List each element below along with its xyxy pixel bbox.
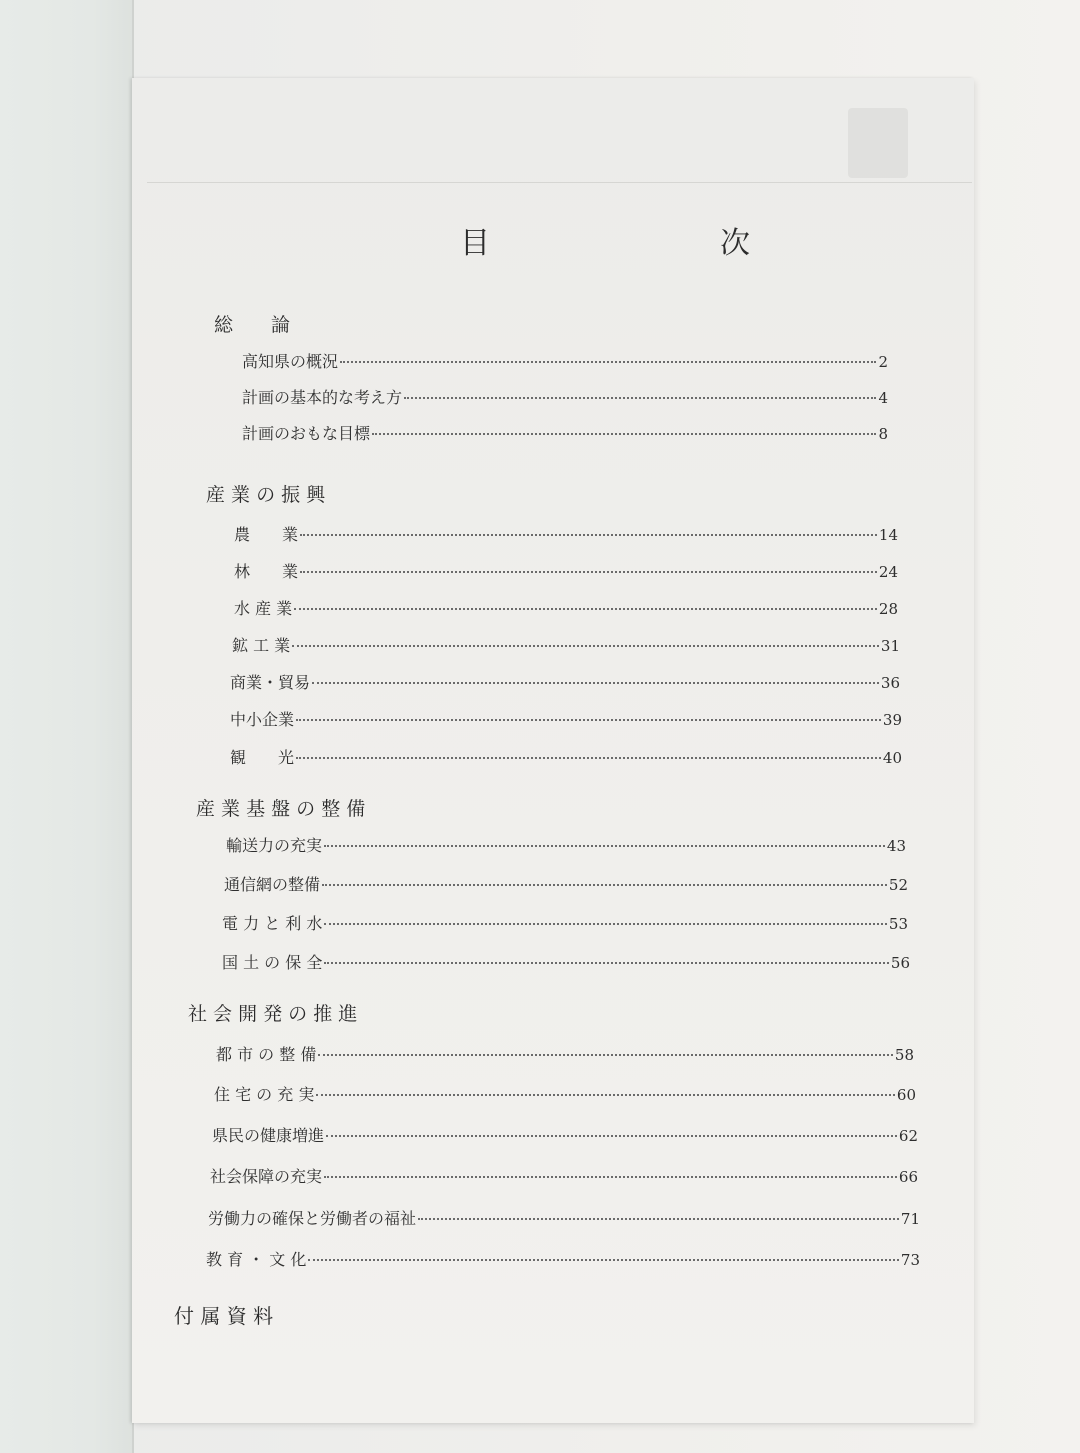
- toc-entry-label: 観 光: [230, 748, 295, 767]
- toc-entry-label: 電 力 と 利 水: [222, 914, 323, 933]
- toc-entry-label: 輸送力の充実: [226, 836, 323, 855]
- toc-entry-page: 71: [900, 1210, 920, 1228]
- toc-entry-page: 14: [878, 526, 898, 544]
- toc-entry[interactable]: [226, 833, 906, 856]
- toc-entry-page: 58: [894, 1046, 914, 1064]
- leader-dots: [324, 962, 889, 964]
- toc-entry[interactable]: [230, 745, 902, 768]
- toc-entry-page: 40: [882, 749, 902, 767]
- toc-entry-page: 39: [882, 711, 902, 729]
- toc-entry-label: 水 産 業: [234, 599, 293, 618]
- toc-entry[interactable]: [214, 1082, 916, 1105]
- toc-entry-page: 52: [888, 876, 908, 894]
- toc-entry-page: 60: [896, 1086, 916, 1104]
- leader-dots: [312, 682, 879, 684]
- toc-entry-label: 計画のおもな目標: [242, 424, 371, 443]
- toc-entry[interactable]: [234, 559, 898, 582]
- toc-entry-label: 国 土 の 保 全: [222, 953, 323, 972]
- leader-dots: [292, 645, 879, 647]
- toc-entry[interactable]: [222, 911, 908, 934]
- toc-entry[interactable]: [212, 1123, 918, 1146]
- leader-dots: [372, 433, 876, 435]
- toc-entry-label: 鉱 工 業: [232, 636, 291, 655]
- toc-entry-page: 73: [900, 1251, 920, 1269]
- toc-entry[interactable]: [232, 633, 900, 656]
- toc-entry[interactable]: [222, 950, 910, 973]
- leader-dots: [324, 1176, 897, 1178]
- leader-dots: [326, 1135, 897, 1137]
- leader-dots: [316, 1094, 895, 1096]
- toc-title: 目 次: [460, 226, 850, 261]
- toc-entry[interactable]: [206, 1247, 920, 1270]
- toc-entry[interactable]: [234, 596, 898, 619]
- toc-entry-label: 農 業: [234, 525, 299, 544]
- toc-entry-page: 28: [878, 600, 898, 618]
- leader-dots: [308, 1259, 899, 1261]
- toc-entry-label: 通信網の整備: [224, 875, 321, 894]
- toc-entry-page: 8: [878, 425, 888, 443]
- leader-dots: [404, 397, 876, 399]
- toc-entry-page: 62: [898, 1127, 918, 1145]
- facing-page-edge: [0, 0, 134, 1453]
- toc-entry[interactable]: [242, 421, 888, 444]
- toc-entry[interactable]: [210, 1164, 918, 1187]
- leader-dots: [322, 884, 887, 886]
- toc-entry-page: 43: [886, 837, 906, 855]
- leader-dots: [300, 571, 877, 573]
- header-rule: [147, 182, 972, 183]
- section-heading-infrastructure: 産 業 基 盤 の 整 備: [196, 798, 366, 820]
- toc-entry-label: 中小企業: [230, 710, 295, 729]
- toc-entry-page: 53: [888, 915, 908, 933]
- toc-entry[interactable]: [234, 522, 898, 545]
- toc-entry-page: 31: [880, 637, 900, 655]
- toc-entry-page: 4: [878, 389, 888, 407]
- toc-entry[interactable]: [230, 670, 900, 693]
- toc-entry-label: 社会保障の充実: [210, 1167, 323, 1186]
- leader-dots: [340, 361, 876, 363]
- toc-entry-label: 教 育 ・ 文 化: [206, 1250, 307, 1269]
- leader-dots: [296, 757, 881, 759]
- leader-dots: [294, 608, 877, 610]
- toc-entry-label: 県民の健康増進: [212, 1126, 325, 1145]
- leader-dots: [318, 1054, 893, 1056]
- leader-dots: [324, 923, 887, 925]
- leader-dots: [296, 719, 881, 721]
- toc-entry-label: 計画の基本的な考え方: [242, 388, 403, 407]
- page-tab-mark: [848, 108, 908, 178]
- toc-entry[interactable]: [224, 872, 908, 895]
- toc-entry-page: 24: [878, 563, 898, 581]
- section-heading-social: 社 会 開 発 の 推 進: [188, 1003, 358, 1025]
- section-heading-industry: 産 業 の 振 興: [206, 484, 326, 506]
- toc-entry[interactable]: [230, 707, 902, 730]
- section-heading-general: 総 論: [214, 314, 291, 336]
- toc-entry[interactable]: [216, 1042, 914, 1065]
- section-heading-appendix[interactable]: 付 属 資 料: [174, 1304, 274, 1328]
- toc-entry-label: 労働力の確保と労働者の福祉: [208, 1209, 417, 1228]
- toc-entry[interactable]: [242, 385, 888, 408]
- toc-entry-page: 2: [878, 353, 888, 371]
- leader-dots: [324, 845, 885, 847]
- toc-entry-page: 66: [898, 1168, 918, 1186]
- toc-entry-label: 都 市 の 整 備: [216, 1045, 317, 1064]
- toc-entry-page: 56: [890, 954, 910, 972]
- toc-entry[interactable]: [208, 1206, 920, 1229]
- toc-entry-label: 商業・貿易: [230, 673, 311, 692]
- leader-dots: [418, 1218, 899, 1220]
- toc-entry-label: 住 宅 の 充 実: [214, 1085, 315, 1104]
- toc-entry[interactable]: [242, 349, 888, 372]
- toc-entry-label: 高知県の概況: [242, 352, 339, 371]
- toc-entry-page: 36: [880, 674, 900, 692]
- toc-entry-label: 林 業: [234, 562, 299, 581]
- leader-dots: [300, 534, 877, 536]
